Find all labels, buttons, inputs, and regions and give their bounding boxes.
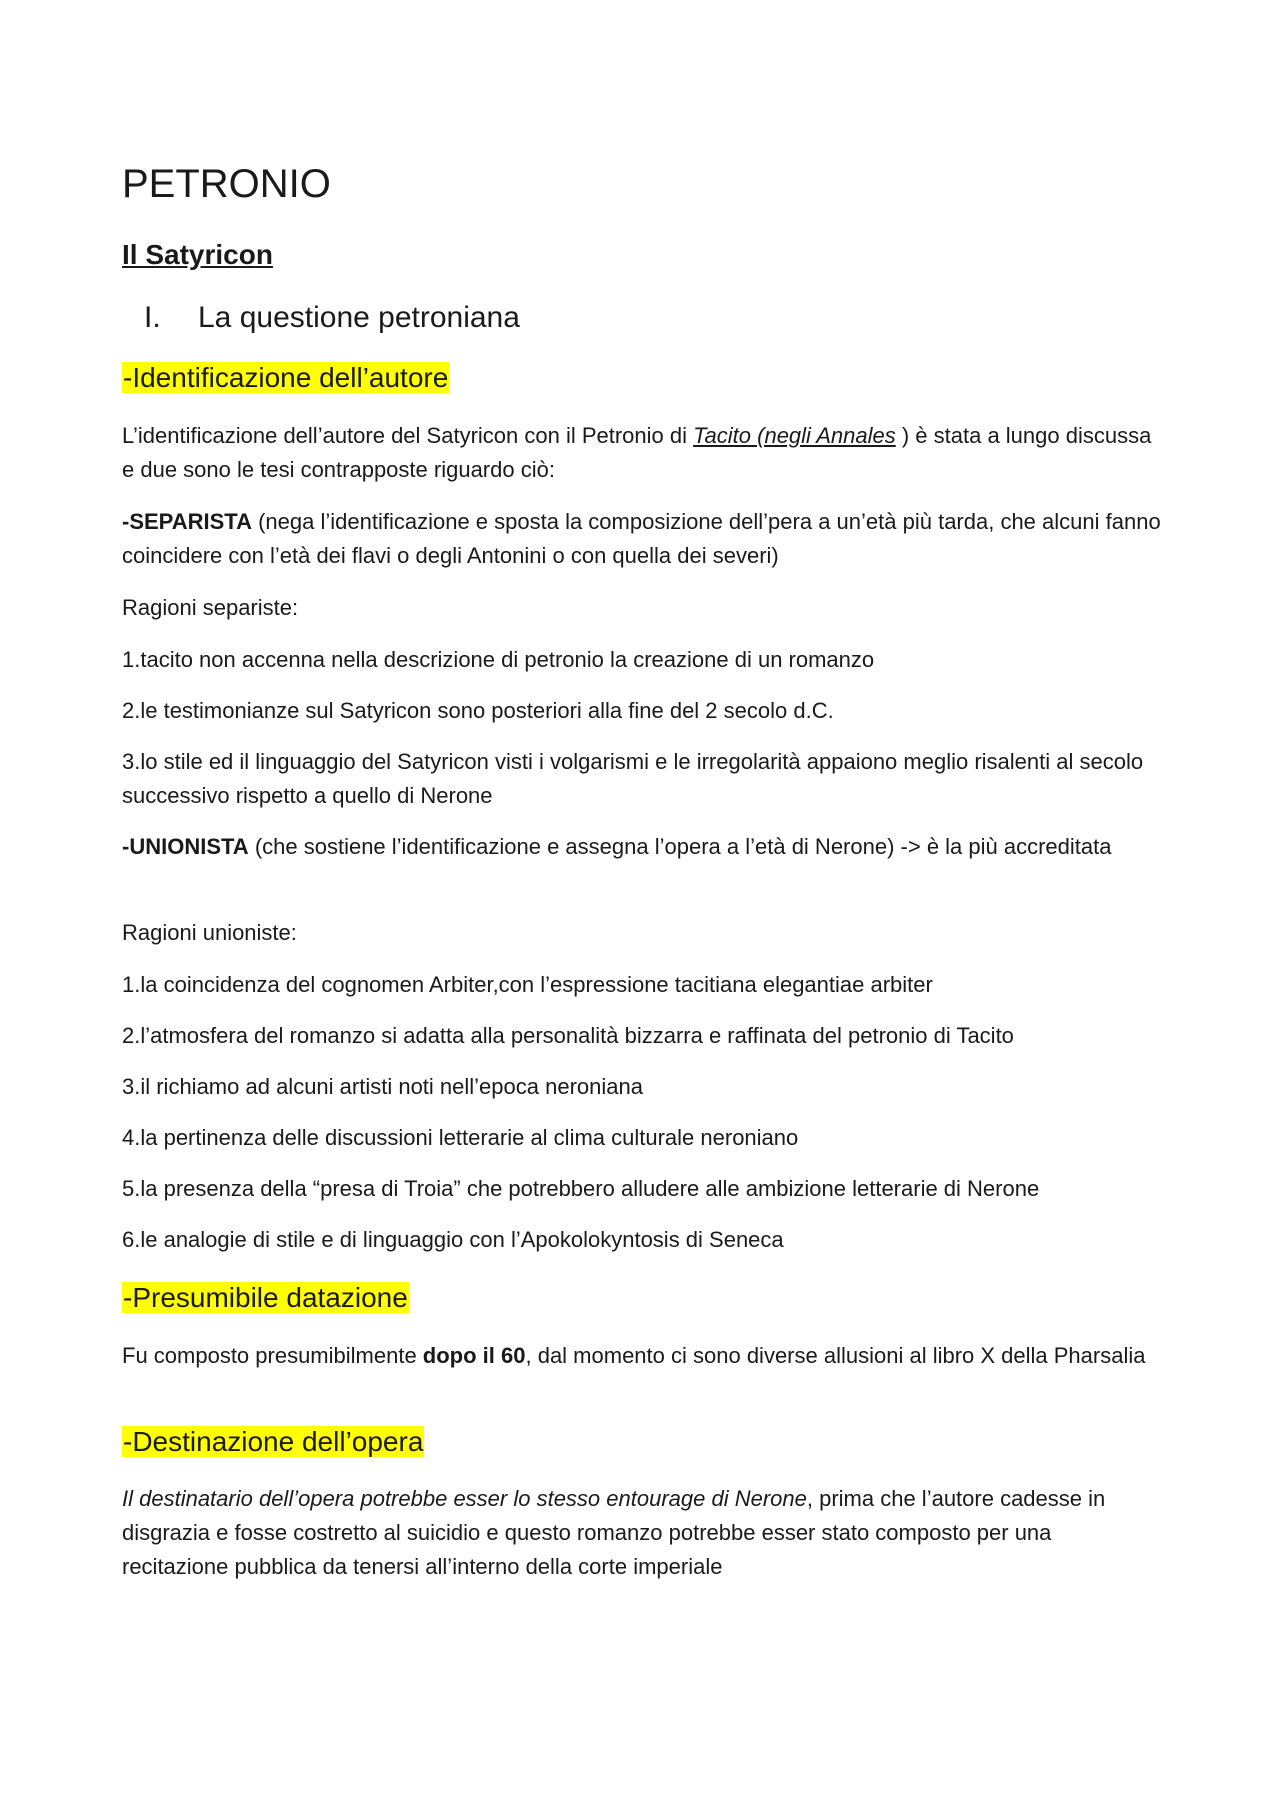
intro-before: L’identificazione dell’autore del Satyricon con il Petronio di (122, 423, 694, 448)
destinazione-italic: Il destinatario dell’opera potrebbe esser lo stesso entourage di Nerone (122, 1486, 807, 1511)
list-item: 5.la presenza della “presa di Troia” che potrebbero alludere alle ambizione letterarie di Nerone (122, 1176, 1040, 1201)
intro-source: Tacito (negli Annales (693, 423, 896, 448)
intro-after: ) è stata a lungo discussa e due sono le tesi contrapposte riguardo ciò: (122, 423, 1152, 482)
list-item: 2.l’atmosfera del romanzo si adatta alla personalità bizzarra e raffinata del petronio di Tacito (122, 1023, 1014, 1048)
destinazione-after: , prima che l’autore cadesse in disgrazia e fosse costretto al suicidio e questo romanzo potrebbe esser stato composto per una recitazione pubblica da tenersi all’interno della corte imperiale (122, 1486, 1106, 1579)
heading-identificazione (122, 360, 449, 396)
ragioni-unioniste-label: Ragioni unioniste: (122, 920, 297, 945)
datazione-after: , dal momento ci sono diverse allusioni al libro X della Pharsalia (525, 1343, 1146, 1368)
list-item: 3.lo stile ed il linguaggio del Satyricon visti i volgarismi e le irregolarità appaiono meglio risalenti al secolo successivo rispetto a quello di Nerone (122, 749, 1144, 808)
paragraph-destinazione (122, 1482, 1162, 1584)
page-title: PETRONIO (122, 162, 331, 206)
section-label: La questione petroniana (198, 301, 520, 334)
heading-destinazione-text: -Destinazione dell’opera (123, 1426, 424, 1457)
list-item: 6.le analogie di stile e di linguaggio con l’Apokolokyntosis di Seneca (122, 1227, 784, 1252)
datazione-before: Fu composto presumibilmente (122, 1343, 423, 1368)
paragraph-unionista (122, 830, 1162, 864)
paragraph-intro (122, 419, 1162, 487)
section-heading (122, 299, 520, 337)
heading-datazione-text: -Presumibile datazione (123, 1282, 408, 1313)
heading-datazione (122, 1280, 409, 1316)
list-item: 1.la coincidenza del cognomen Arbiter,con l’espressione tacitiana elegantiae arbiter (122, 972, 933, 997)
section-number: I. (144, 301, 161, 334)
list-item: 1.tacito non accenna nella descrizione di petronio la creazione di un romanzo (122, 647, 875, 672)
heading-destinazione (122, 1424, 424, 1460)
list-item: 2.le testimonianze sul Satyricon sono posteriori alla fine del 2 secolo d.C. (122, 698, 834, 723)
paragraph-separista (122, 505, 1162, 573)
unionista-text: (che sostiene l’identificazione e assegna l’opera a l’età di Nerone) -> è la più accreditata (248, 834, 1112, 859)
list-item: 4.la pertinenza delle discussioni letterarie al clima culturale neroniano (122, 1125, 799, 1150)
list-item: 3.il richiamo ad alcuni artisti noti nell’epoca neroniana (122, 1074, 643, 1099)
separista-text: (nega l’identificazione e sposta la composizione dell’pera a un’età più tarda, che alcuni fanno coincidere con l’età dei flavi o degli Antonini o con quella dei severi) (122, 509, 1161, 568)
separista-label: -SEPARISTA (122, 509, 252, 534)
paragraph-datazione (122, 1339, 1162, 1373)
ragioni-separiste-label: Ragioni separiste: (122, 595, 299, 620)
unionista-label: -UNIONISTA (122, 834, 249, 859)
heading-identificazione-text: -Identificazione dell’autore (123, 362, 449, 393)
page-subtitle: Il Satyricon (122, 239, 273, 270)
datazione-bold: dopo il 60 (422, 1343, 526, 1368)
